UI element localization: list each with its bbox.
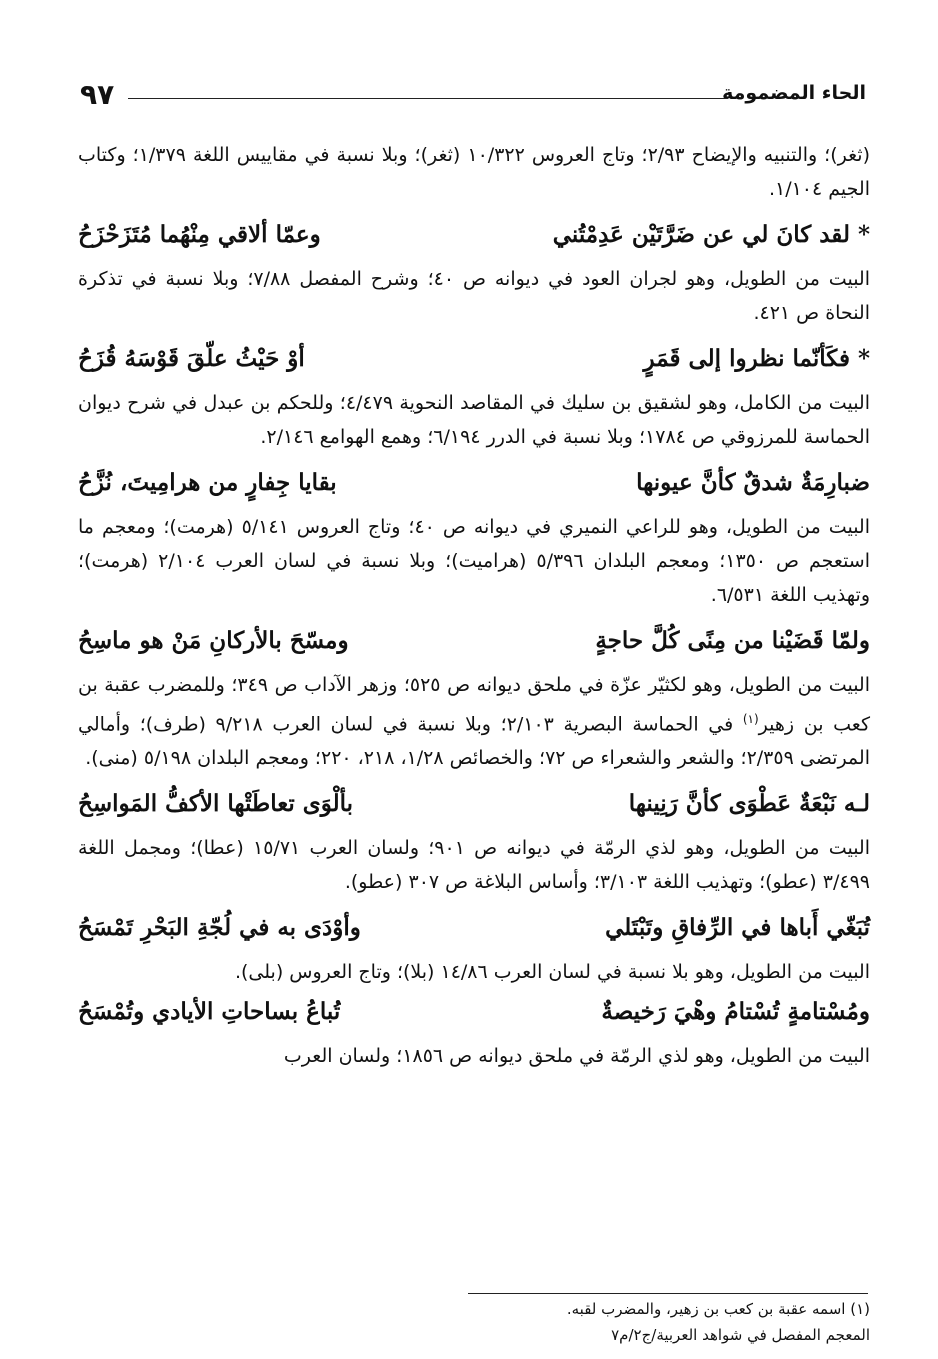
verse-first-hemistich: * فكَأنّما نظروا إلى قَمَرٍ [643,344,870,372]
verse-second-hemistich: تُباعُ بساحاتِ الأيادي وتُمْسَحُ [78,997,341,1025]
verse-second-hemistich: ومسّحَ بالأركانِ مَنْ هو ماسِحُ [78,626,349,654]
entry-prose [78,668,870,775]
verse-first-hemistich: * لقد كانَ لي عن ضَرَّتَيْن عَدِمْتُني [552,220,870,248]
verse-first-hemistich: لـه نَبْعَةٌ عَطْوَى كأنَّ رَنِينها [628,789,870,817]
page-footer: المعجم المفصل في شواهد العربية/ج٢/م٧ [611,1326,870,1344]
verse-second-hemistich: وعمّا ألاقي مِنْهُما مُتَزَحْزَحُ [78,220,321,248]
verse-first-hemistich: تُبَغّي أَباها في الرِّفاقِ وتَبْتَلي [605,913,870,941]
verse-line [78,989,870,1033]
verse-first-hemistich: ضبارِمَةٌ شدقٌ كأنَّ عيونها [636,468,870,496]
entry-prose: البيت من الطويل، وهو لذي الرمّة في ملحق ديوانه ص ١٨٥٦؛ ولسان العرب [283,1045,870,1068]
verse-second-hemistich: أوْ حَيْثُ علّقَ قَوْسَهُ قُزَحُ [78,344,305,372]
entry-prose: البيت من الطويل، وهو بلا نسبة في لسان العرب ١٤/٨٦ (بلا)؛ وتاج العروس (بلى). [234,961,870,984]
verse-second-hemistich: بقايا جِفارٍ من هرامِيتَ، نُزَّحُ [78,468,337,496]
prose-text: في الحماسة البصرية ٢/١٠٣؛ وبلا نسبة في لسان العرب ٩/٢١٨ (طرف)؛ وأمالي المرتضى ٢/٣٥٩؛ والشعر والشعراء ص ٧٢؛ والخصائص ١/٢٨، ٢١٨، ٢٢٠؛ ومعجم البلدان ٥/١٩٨ (منى). [78,713,870,770]
footnote-ref: (١) [742,712,759,726]
verse-second-hemistich: بألْوَى تعاطَتْها الأكفُّ المَواسِحُ [78,789,354,817]
prose-text: البيت من الطويل، وهو لكثيّر عزّة في ملحق ديوانه ص ٥٢٥؛ وزهر الآداب ص ٣٤٩؛ وللمضرب عقبة بن كعب بن زهير [78,674,870,736]
verse-line [78,905,870,949]
verse-first-hemistich: ومُسْتامةٍ تُسْتامُ وهْيَ رَخيصةٌ [601,997,870,1025]
footnote: (١) اسمه عقبة بن كعب بن زهير، والمضرب لقبه. [566,1300,870,1318]
verse-line [78,336,870,380]
entry-prose: البيت من الطويل، وهو للراعي النميري في ديوانه ص ٤٠؛ وتاج العروس ٥/١٤١ (هرمت)؛ ومعجم ما استعجم ص ١٣٥٠؛ ومعجم البلدان ٥/٣٩٦ (هراميت)؛ وبلا نسبة في لسان العرب ٢/١٠٤ (هرمت)؛ وتهذيب اللغة ٦/٥٣١. [78,516,871,606]
header-rule [128,98,728,99]
verse-second-hemistich: وأوْدَى به في لُجّةِ البَحْرِ تَمْسَحُ [78,913,361,941]
footnote-rule [468,1293,868,1294]
verse-first-hemistich: ولمّا قَضَيْنا من مِنًى كُلَّ حاجةٍ [595,626,870,654]
verse-line [78,781,870,825]
entry-prose: البيت من الطويل، وهو لذي الرمّة في ديوانه ص ٩٠١؛ ولسان العرب ١٥/٧١ (عطا)؛ ومجمل اللغة ٣/٤٩٩ (عطو)؛ وتهذيب اللغة ٣/١٠٣؛ وأساس البلاغة ص ٣٠٧ (عطو). [78,837,871,894]
entry-prose: البيت من الطويل، وهو لجران العود في ديوانه ص ٤٠؛ وشرح المفصل ٧/٨٨؛ وبلا نسبة في تذكرة النحاة ص ٤٢١. [78,268,870,324]
verse-line [78,212,870,256]
page-number: ٩٧ [80,78,115,111]
running-header [80,78,866,114]
page-body [78,138,870,1073]
verse-line [78,618,870,662]
entry-prose: (ثغر)؛ والتنبيه والإيضاح ٢/٩٣؛ وتاج العروس ١٠/٣٢٢ (ثغر)؛ وبلا نسبة في مقاييس اللغة ١/٣٧٩؛ وكتاب الجيم ١/١٠٤. [78,144,870,200]
entry-prose: البيت من الكامل، وهو لشقيق بن سليك في المقاصد النحوية ٤/٤٧٩؛ وللحكم بن عبدل في شرح ديوان الحماسة للمرزوقي ص ١٧٨٤؛ وبلا نسبة في الدرر ٦/١٩٤؛ وهمع الهوامع ٢/١٤٦. [78,392,870,448]
running-title: الحاء المضمومة [722,82,866,104]
verse-line [78,460,870,504]
